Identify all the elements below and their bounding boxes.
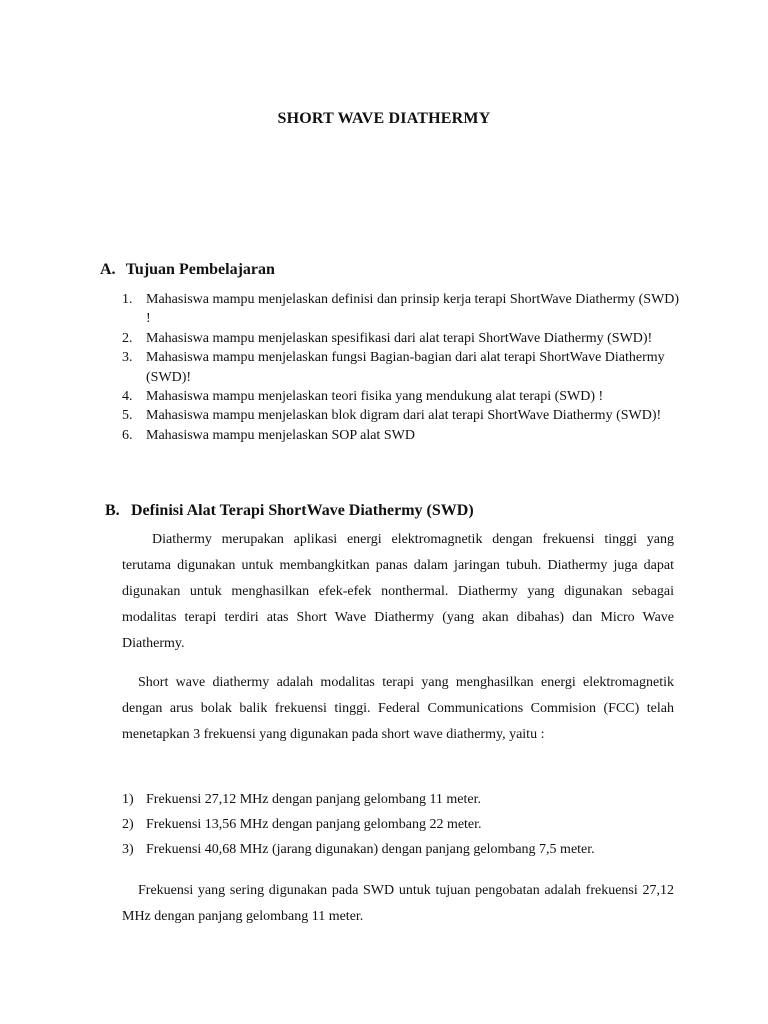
list-item-number: 2.: [122, 330, 133, 346]
list-item: [122, 348, 682, 387]
list-item-number: 5.: [122, 408, 133, 424]
common-frequency-paragraph: Frekuensi yang sering digunakan pada SWD untuk tujuan pengobatan adalah frekuensi 27,12 MHz dengan panjang gelombang 11 meter.: [122, 883, 674, 924]
list-item-number: 1.: [122, 292, 133, 307]
section-b-heading: [105, 502, 474, 520]
learning-objectives-list: [122, 290, 682, 445]
list-item-text: Mahasiswa mampu menjelaskan definisi dan prinsip kerja terapi ShortWave Diathermy (SWD) !: [146, 292, 680, 327]
list-item-text: Mahasiswa mampu menjelaskan fungsi Bagian-bagian dari alat terapi ShortWave Diathermy (SWD)!: [146, 350, 665, 385]
list-item-number: 3.: [122, 350, 133, 366]
definition-paragraph: Diathermy merupakan aplikasi energi elektromagnetik dengan frekuensi tinggi yang terutama digunakan untuk membangkitkan panas dalam jaringan tubuh. Diathermy juga dapat digunakan untuk menghasilkan efek-efek nonthermal. Diathermy yang digunakan sebagai modalitas terapi terdiri atas Short Wave Diathermy (yang akan dibahas) dan Micro Wave Diathermy.: [122, 532, 674, 651]
section-b-letter: B.: [105, 502, 120, 519]
list-item: [122, 837, 674, 862]
list-item-number: 4.: [122, 389, 133, 405]
list-item-number: 6.: [122, 427, 133, 443]
list-item-text: Frekuensi 27,12 MHz dengan panjang gelombang 11 meter.: [146, 792, 482, 807]
list-item-text: Mahasiswa mampu menjelaskan teori fisika yang mendukung alat terapi (SWD) !: [146, 389, 604, 405]
section-b-title: Definisi Alat Terapi ShortWave Diathermy (SWD): [131, 502, 474, 519]
section-a-letter: A.: [100, 261, 116, 278]
list-item: [122, 406, 682, 425]
list-item: [122, 387, 682, 406]
document-title: SHORT WAVE DIATHERMY: [277, 110, 491, 127]
list-item-number: 3): [122, 842, 134, 857]
swd-description-paragraph: Short wave diathermy adalah modalitas terapi yang menghasilkan energi elektromagnetik dengan arus bolak balik frekuensi tinggi. Federal Communications Commision (FCC) telah menetapkan 3 frekuensi yang digunakan pada short wave diathermy, yaitu :: [122, 675, 674, 742]
list-item: [122, 290, 682, 329]
section-a-title: Tujuan Pembelajaran: [125, 261, 275, 278]
list-item: [122, 812, 674, 837]
list-item: [122, 426, 682, 445]
frequency-list: [122, 787, 674, 862]
list-item-text: Frekuensi 40,68 MHz (jarang digunakan) dengan panjang gelombang 7,5 meter.: [146, 842, 595, 857]
list-item-text: Frekuensi 13,56 MHz dengan panjang gelombang 22 meter.: [146, 817, 482, 832]
list-item: [122, 329, 682, 348]
list-item-text: Mahasiswa mampu menjelaskan SOP alat SWD: [146, 427, 415, 443]
list-item-text: Mahasiswa mampu menjelaskan blok digram dari alat terapi ShortWave Diathermy (SWD)!: [146, 408, 662, 424]
list-item-number: 1): [122, 792, 134, 807]
section-a-heading: [100, 261, 275, 279]
list-item: [122, 787, 674, 812]
list-item-number: 2): [122, 817, 134, 832]
list-item-text: Mahasiswa mampu menjelaskan spesifikasi dari alat terapi ShortWave Diathermy (SWD)!: [146, 330, 653, 346]
